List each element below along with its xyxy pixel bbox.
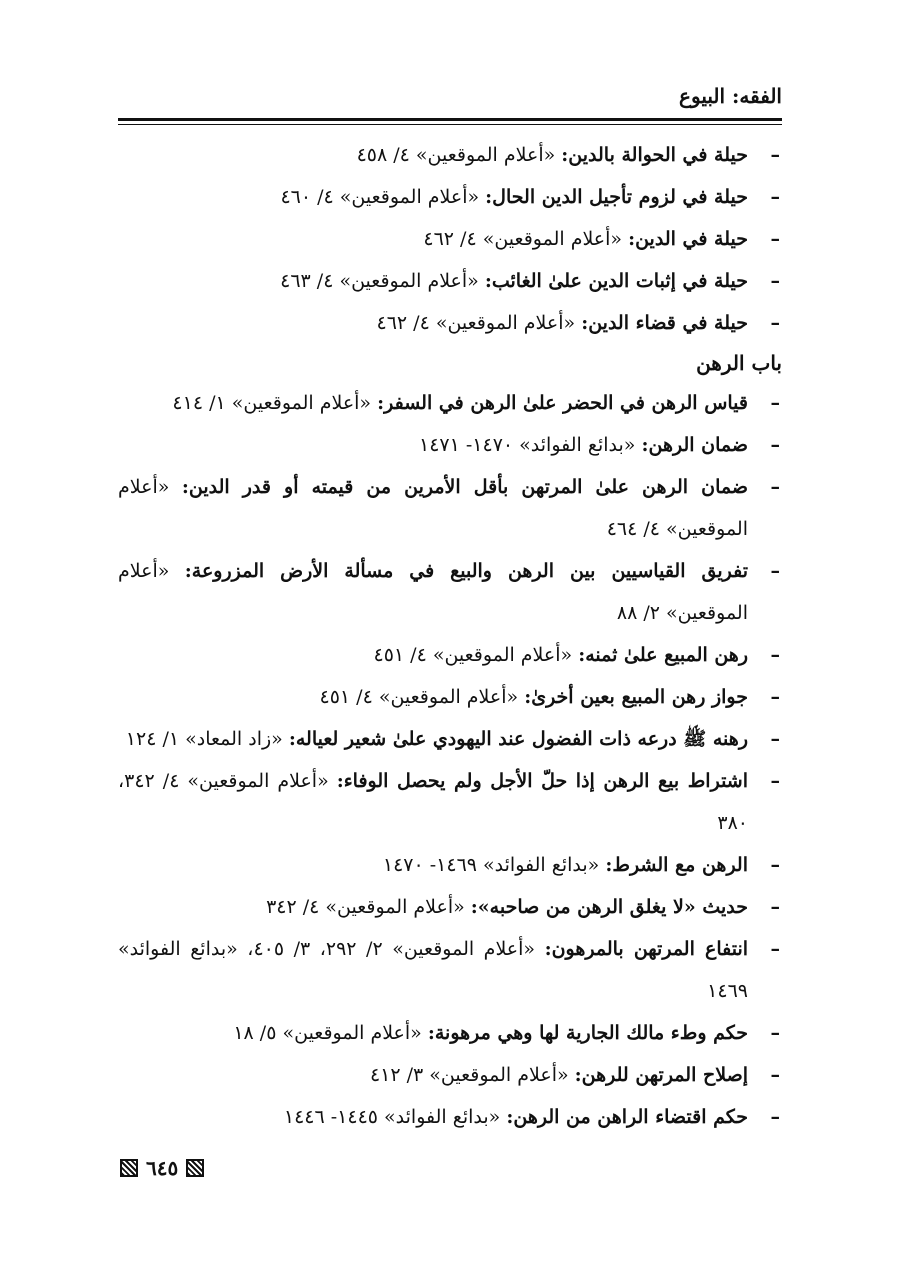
entry-reference: «أعلام الموقعين» ٤/ ٣٤٢ (266, 896, 465, 918)
entry-topic: رهنه ﷺ درعه ذات الفضول عند اليهودي علىٰ شعير لعياله: (288, 728, 748, 750)
entry-reference: «أعلام الموقعين» ٤/ ٤٥١ (373, 644, 573, 666)
index-entry (118, 760, 782, 844)
entry-reference: «أعلام الموقعين» ٣/ ٤١٢ (369, 1064, 569, 1086)
entry-reference: «أعلام الموقعين» ٤/ ٤٦٤ (118, 476, 748, 540)
index-entry (118, 382, 782, 424)
entry-dash: – (770, 686, 780, 708)
index-entry (118, 1096, 782, 1138)
index-entry (118, 176, 782, 218)
entry-dash: – (770, 854, 780, 876)
entry-dash: – (770, 728, 780, 750)
entry-dash: – (770, 896, 780, 918)
entry-dash: – (770, 1022, 780, 1044)
index-entry (118, 718, 782, 760)
index-entry (118, 424, 782, 466)
entry-reference: «أعلام الموقعين» ٢/ ٨٨ (118, 560, 748, 624)
index-entry (118, 218, 782, 260)
entry-dash: – (770, 476, 780, 498)
index-entry (118, 844, 782, 886)
entry-dash: – (770, 144, 780, 166)
entry-dash: – (770, 644, 780, 666)
index-entry (118, 466, 782, 550)
entry-topic: حيلة في قضاء الدين: (581, 312, 748, 334)
entry-topic: حكم وطء مالك الجارية لها وهي مرهونة: (427, 1022, 748, 1044)
ornament-icon (120, 1159, 138, 1177)
index-entry (118, 676, 782, 718)
index-entry (118, 550, 782, 634)
entry-reference: «أعلام الموقعين» ٤/ ٤٦٣ (280, 270, 479, 292)
entry-topic: انتفاع المرتهن بالمرهون: (544, 938, 749, 960)
index-entry (118, 1012, 782, 1054)
entry-dash: – (770, 938, 780, 960)
entry-topic: حيلة في إثبات الدين علىٰ الغائب: (484, 270, 748, 292)
index-entry (118, 302, 782, 344)
entry-topic: جواز رهن المبيع بعين أخرىٰ: (524, 686, 748, 708)
entry-dash: – (770, 270, 780, 292)
entry-reference: «أعلام الموقعين» ٤/ ٤٥٨ (356, 144, 556, 166)
header-rule-thin (118, 124, 782, 125)
entry-dash: – (770, 312, 780, 334)
entry-reference: «أعلام الموقعين» ٥/ ١٨ (233, 1022, 422, 1044)
entry-dash: – (770, 392, 780, 414)
entry-topic: تفريق القياسيين بين الرهن والبيع في مسألة الأرض المزروعة: (184, 560, 748, 582)
index-entry (118, 134, 782, 176)
entry-dash: – (770, 434, 780, 456)
index-entry (118, 1054, 782, 1096)
entry-topic: حيلة في الحوالة بالدين: (561, 144, 748, 166)
entry-reference: «أعلام الموقعين» ٤/ ٤٥١ (319, 686, 519, 708)
index-entry (118, 260, 782, 302)
page-footer (120, 1158, 204, 1178)
entry-dash: – (770, 1106, 780, 1128)
index-entry (118, 634, 782, 676)
entry-topic: الرهن مع الشرط: (605, 854, 748, 876)
index-entry (118, 928, 782, 1012)
entry-topic: حديث «لا يغلق الرهن من صاحبه»: (470, 896, 748, 918)
entry-dash: – (770, 186, 780, 208)
index-entry (118, 886, 782, 928)
page-number: ٦٤٥ (146, 1156, 179, 1180)
entry-topic: حيلة في لزوم تأجيل الدين الحال: (485, 186, 748, 208)
ornament-icon (186, 1159, 204, 1177)
entry-dash: – (770, 1064, 780, 1086)
entry-reference: «أعلام الموقعين» ٤/ ٣٤٢، ٣٨٠ (118, 770, 748, 834)
entry-topic: حيلة في الدين: (628, 228, 748, 250)
entry-dash: – (770, 228, 780, 250)
entry-topic: ضمان الرهن: (641, 434, 748, 456)
entry-topic: حكم اقتضاء الراهن من الرهن: (506, 1106, 748, 1128)
entry-dash: – (770, 770, 780, 792)
entry-reference: «أعلام الموقعين» ٤/ ٤٦٢ (423, 228, 623, 250)
entry-dash: – (770, 560, 780, 582)
entry-reference: «بدائع الفوائد» ١٤٤٥- ١٤٤٦ (283, 1106, 501, 1128)
entry-reference: «أعلام الموقعين» ٤/ ٤٦٢ (376, 312, 576, 334)
entry-topic: رهن المبيع علىٰ ثمنه: (578, 644, 748, 666)
entry-topic: قياس الرهن في الحضر علىٰ الرهن في السفر: (377, 392, 748, 414)
header-rule-thick (118, 118, 782, 121)
entry-topic: ضمان الرهن علىٰ المرتهن بأقل الأمرين من قيمته أو قدر الدين: (181, 476, 748, 498)
entry-reference: «بدائع الفوائد» ١٤٧٠- ١٤٧١ (418, 434, 636, 456)
entry-reference: «أعلام الموقعين» ٤/ ٤٦٠ (280, 186, 480, 208)
entry-reference: «أعلام الموقعين» ١/ ٤١٤ (172, 392, 372, 414)
entry-topic: اشتراط بيع الرهن إذا حلّ الأجل ولم يحصل الوفاء: (336, 770, 748, 792)
entry-reference: «بدائع الفوائد» ١٤٦٩- ١٤٧٠ (382, 854, 600, 876)
entry-reference: «أعلام الموقعين» ٢/ ٢٩٢، ٣/ ٤٠٥، «بدائع الفوائد» ١٤٦٩ (118, 938, 748, 1002)
running-header: الفقه: البيوع (679, 84, 782, 108)
index-content (118, 134, 782, 1138)
entry-topic: إصلاح المرتهن للرهن: (574, 1064, 748, 1086)
entry-reference: «زاد المعاد» ١/ ١٢٤ (125, 728, 283, 750)
section-heading: باب الرهن (696, 351, 782, 375)
